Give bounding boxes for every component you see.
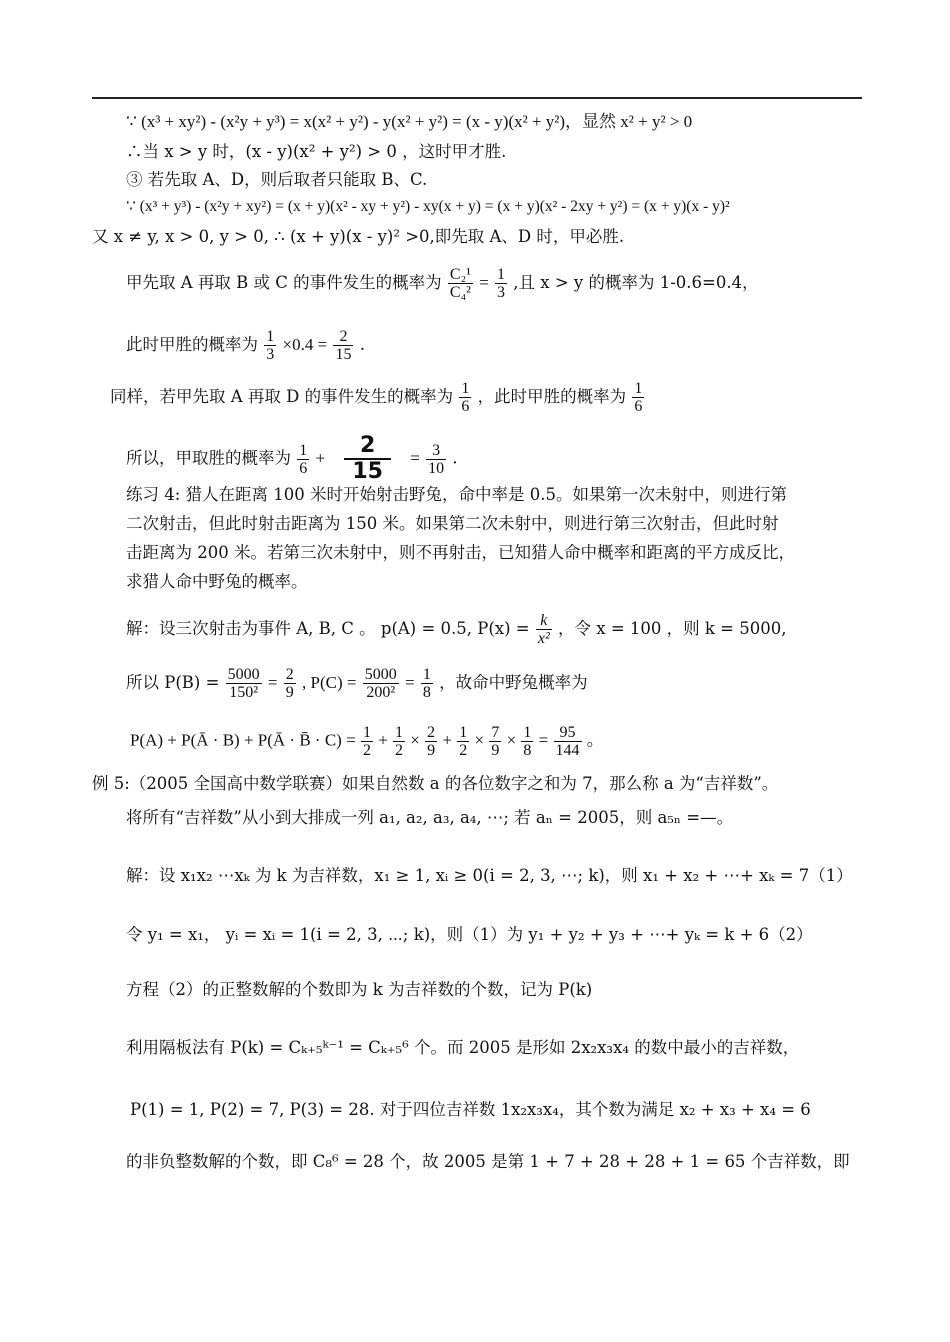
text-span: 甲先取 A 再取 B 或 C 的事件发生的概率为 xyxy=(126,273,442,292)
text-line-fraction xyxy=(126,612,786,647)
numerator: 1 xyxy=(497,266,506,283)
text-span: . xyxy=(359,335,365,354)
denominator: 6 xyxy=(299,459,308,477)
text-line: 求猎人命中野兔的概率。 xyxy=(126,572,308,591)
text-line: 解：设 x₁x₂ ⋯xₖ 为 k 为吉祥数，x₁ ≥ 1, xᵢ ≥ 0(i = 2, 3, ⋯; k)，则 x₁ + x₂ + ⋯+ xₖ = 7（1） xyxy=(126,866,853,885)
text-line: 二次射击，但此时射击距离为 150 米。如果第二次未射中，则进行第三次射击，但此时射 xyxy=(126,514,779,533)
denominator: 9 xyxy=(427,742,436,759)
numerator: 3 xyxy=(426,442,446,460)
top-rule xyxy=(92,97,862,99)
text-line: 方程（2）的正整数解的个数即为 k 为吉祥数的个数，记为 P(k) xyxy=(126,980,593,999)
numerator: 1 xyxy=(459,724,468,741)
fraction-large xyxy=(344,434,391,484)
denominator: 144 xyxy=(555,742,580,759)
fraction xyxy=(226,666,262,701)
numerator: 2 xyxy=(285,666,294,683)
text-line: 将所有“吉祥数”从小到大排成一列 a₁, a₂, a₃, a₄, ⋯; 若 aₙ = 2005，则 a₅ₙ =—。 xyxy=(126,808,734,827)
operator: × xyxy=(506,730,517,750)
text-line-fraction xyxy=(126,434,458,484)
text-line: 的非负整数解的个数，即 C₈⁶ = 28 个，故 2005 是第 1 + 7 + 28 + 28 + 1 = 65 个吉祥数，即 xyxy=(126,1152,850,1171)
text-line-fraction xyxy=(110,380,645,415)
fraction xyxy=(284,666,296,701)
denominator: 200² xyxy=(366,684,396,701)
numerator: 5000 xyxy=(364,666,397,683)
text-span: ，令 x = 100 ，则 k = 5000, xyxy=(558,619,787,638)
text-span: 同样，若甲先取 A 再取 D 的事件发生的概率为 xyxy=(110,387,454,406)
text-span: ,且 x > y 的概率为 1-0.6=0.4， xyxy=(513,273,759,292)
denominator: 8 xyxy=(523,742,532,759)
operator: + xyxy=(315,448,326,468)
numerator: 1 xyxy=(266,328,275,345)
numerator: 1 xyxy=(523,724,532,741)
fraction xyxy=(459,380,471,415)
fraction xyxy=(448,266,473,301)
denominator: 2 xyxy=(362,742,371,759)
fraction xyxy=(297,442,309,477)
denominator: 8 xyxy=(422,684,431,701)
numerator: 5000 xyxy=(227,666,260,683)
text-line: ∵ (x³ + y³) - (x²y + xy²) = (x + y)(x² - xy + y²) - xy(x + y) = (x + y)(x² - 2xy + y²) = (x + y)(x - y)² xyxy=(126,198,730,215)
text-line-fraction xyxy=(126,266,759,301)
denominator: 2 xyxy=(459,742,468,759)
denominator: 3 xyxy=(266,346,275,363)
numerator: 1 xyxy=(299,441,308,459)
numerator: 7 xyxy=(491,724,500,741)
text-line: 令 y₁ = x₁， yᵢ = xᵢ = 1(i = 2, 3, ⋯; k)，则（1）为 y₁ + y₂ + y₃ + ⋯+ yₖ = k + 6（2） xyxy=(126,925,813,944)
numerator: 1 xyxy=(634,380,643,397)
text-line: 又 x ≠ y, x > 0, y > 0, ∴ (x + y)(x - y)² >0,即先取 A、D 时，甲必胜. xyxy=(92,227,625,246)
operator: , P(C) = xyxy=(302,673,357,692)
operator: = xyxy=(404,673,415,692)
fraction xyxy=(489,724,501,759)
text-span: 所以，甲取胜的概率为 xyxy=(126,448,291,468)
fraction xyxy=(536,612,552,647)
denominator: 15 xyxy=(335,346,352,363)
text-line-fraction xyxy=(126,328,365,363)
fraction xyxy=(333,328,353,363)
text-span: 此时甲胜的概率为 xyxy=(126,335,258,354)
text-line-fraction xyxy=(130,724,604,759)
text-span: ，此时甲胜的概率为 xyxy=(477,387,627,406)
denominator: 15 xyxy=(352,459,383,484)
numerator: 2 xyxy=(427,724,436,741)
text-span: 解：设三次射击为事件 A, B, C 。 p(A) = 0.5, P(x) = xyxy=(126,619,530,638)
text-line: ③ 若先取 A、D，则后取者只能取 B、C. xyxy=(126,170,428,189)
denominator: C₄² xyxy=(449,284,471,301)
operator: = xyxy=(538,730,549,750)
numerator: C₂¹ xyxy=(449,266,471,283)
denominator: x² xyxy=(537,630,550,647)
text-span: P(A) + P(Ā · B) + P(Ā · B̄ · C) = xyxy=(130,730,356,750)
text-line: 练习 4: 猎人在距离 100 米时开始射击野兔，命中率是 0.5。如果第一次未射中，则进行第 xyxy=(126,485,788,504)
fraction xyxy=(426,442,446,477)
numerator: 95 xyxy=(554,724,582,742)
denominator: 9 xyxy=(491,742,500,759)
operator: × xyxy=(474,730,485,750)
numerator: k xyxy=(536,612,552,630)
denominator: 9 xyxy=(285,684,294,701)
fraction xyxy=(393,724,405,759)
operator: + xyxy=(378,730,388,750)
fraction xyxy=(554,724,582,759)
fraction xyxy=(421,666,433,701)
fraction xyxy=(632,380,644,415)
text-span: 。 xyxy=(586,730,604,750)
text-line: 击距离为 200 米。若第三次未射中，则不再射击，已知猎人命中概率和距离的平方成反比， xyxy=(126,543,795,562)
operator: ×0.4 = xyxy=(282,335,328,354)
text-line: 利用隔板法有 P(k) = Cₖ₊₅ᵏ⁻¹ = Cₖ₊₅⁶ 个。而 2005 是形如 2x₂x₃x₄ 的数中最小的吉祥数， xyxy=(126,1038,800,1057)
denominator: 10 xyxy=(428,459,445,477)
text-line-fraction xyxy=(126,666,588,701)
operator: × xyxy=(410,730,420,750)
numerator: 1 xyxy=(461,380,470,397)
operator: + xyxy=(442,730,452,750)
text-span: . xyxy=(452,448,458,468)
numerator: 1 xyxy=(395,724,404,741)
text-line: ∴当 x > y 时，(x - y)(x² + y²) > 0 ，这时甲才胜. xyxy=(126,142,507,161)
fraction xyxy=(495,266,507,301)
fraction xyxy=(457,724,469,759)
numerator: 2 xyxy=(333,328,353,346)
numerator: 1 xyxy=(362,724,371,741)
text-line: P(1) = 1, P(2) = 7, P(3) = 28. 对于四位吉祥数 1x₂x₃x₄，其个数为满足 x₂ + x₃ + x₄ = 6 xyxy=(130,1100,811,1119)
text-span: 所以 P(B) = xyxy=(126,673,220,692)
text-line: 例 5:（2005 全国高中数学联赛）如果自然数 a 的各位数字之和为 7，那么称 a 为“吉祥数”。 xyxy=(92,774,779,793)
numerator: 1 xyxy=(422,666,431,683)
denominator: 6 xyxy=(634,398,643,415)
numerator: 2 xyxy=(344,434,391,460)
denominator: 150² xyxy=(229,684,259,701)
fraction xyxy=(425,724,437,759)
text-line: ∵ (x³ + xy²) - (x²y + y³) = x(x² + y²) - y(x² + y²) = (x - y)(x² + y²)，显然 x² + y² > 0 xyxy=(126,112,693,131)
denominator: 6 xyxy=(461,398,470,415)
denominator: 3 xyxy=(497,284,506,301)
denominator: 2 xyxy=(395,742,404,759)
text-span: ，故命中野兔概率为 xyxy=(439,673,588,692)
operator: = xyxy=(479,273,489,292)
operator: = xyxy=(267,673,278,692)
fraction xyxy=(361,724,373,759)
fraction xyxy=(363,666,399,701)
fraction xyxy=(264,328,276,363)
operator: = xyxy=(410,448,420,468)
fraction xyxy=(521,724,533,759)
